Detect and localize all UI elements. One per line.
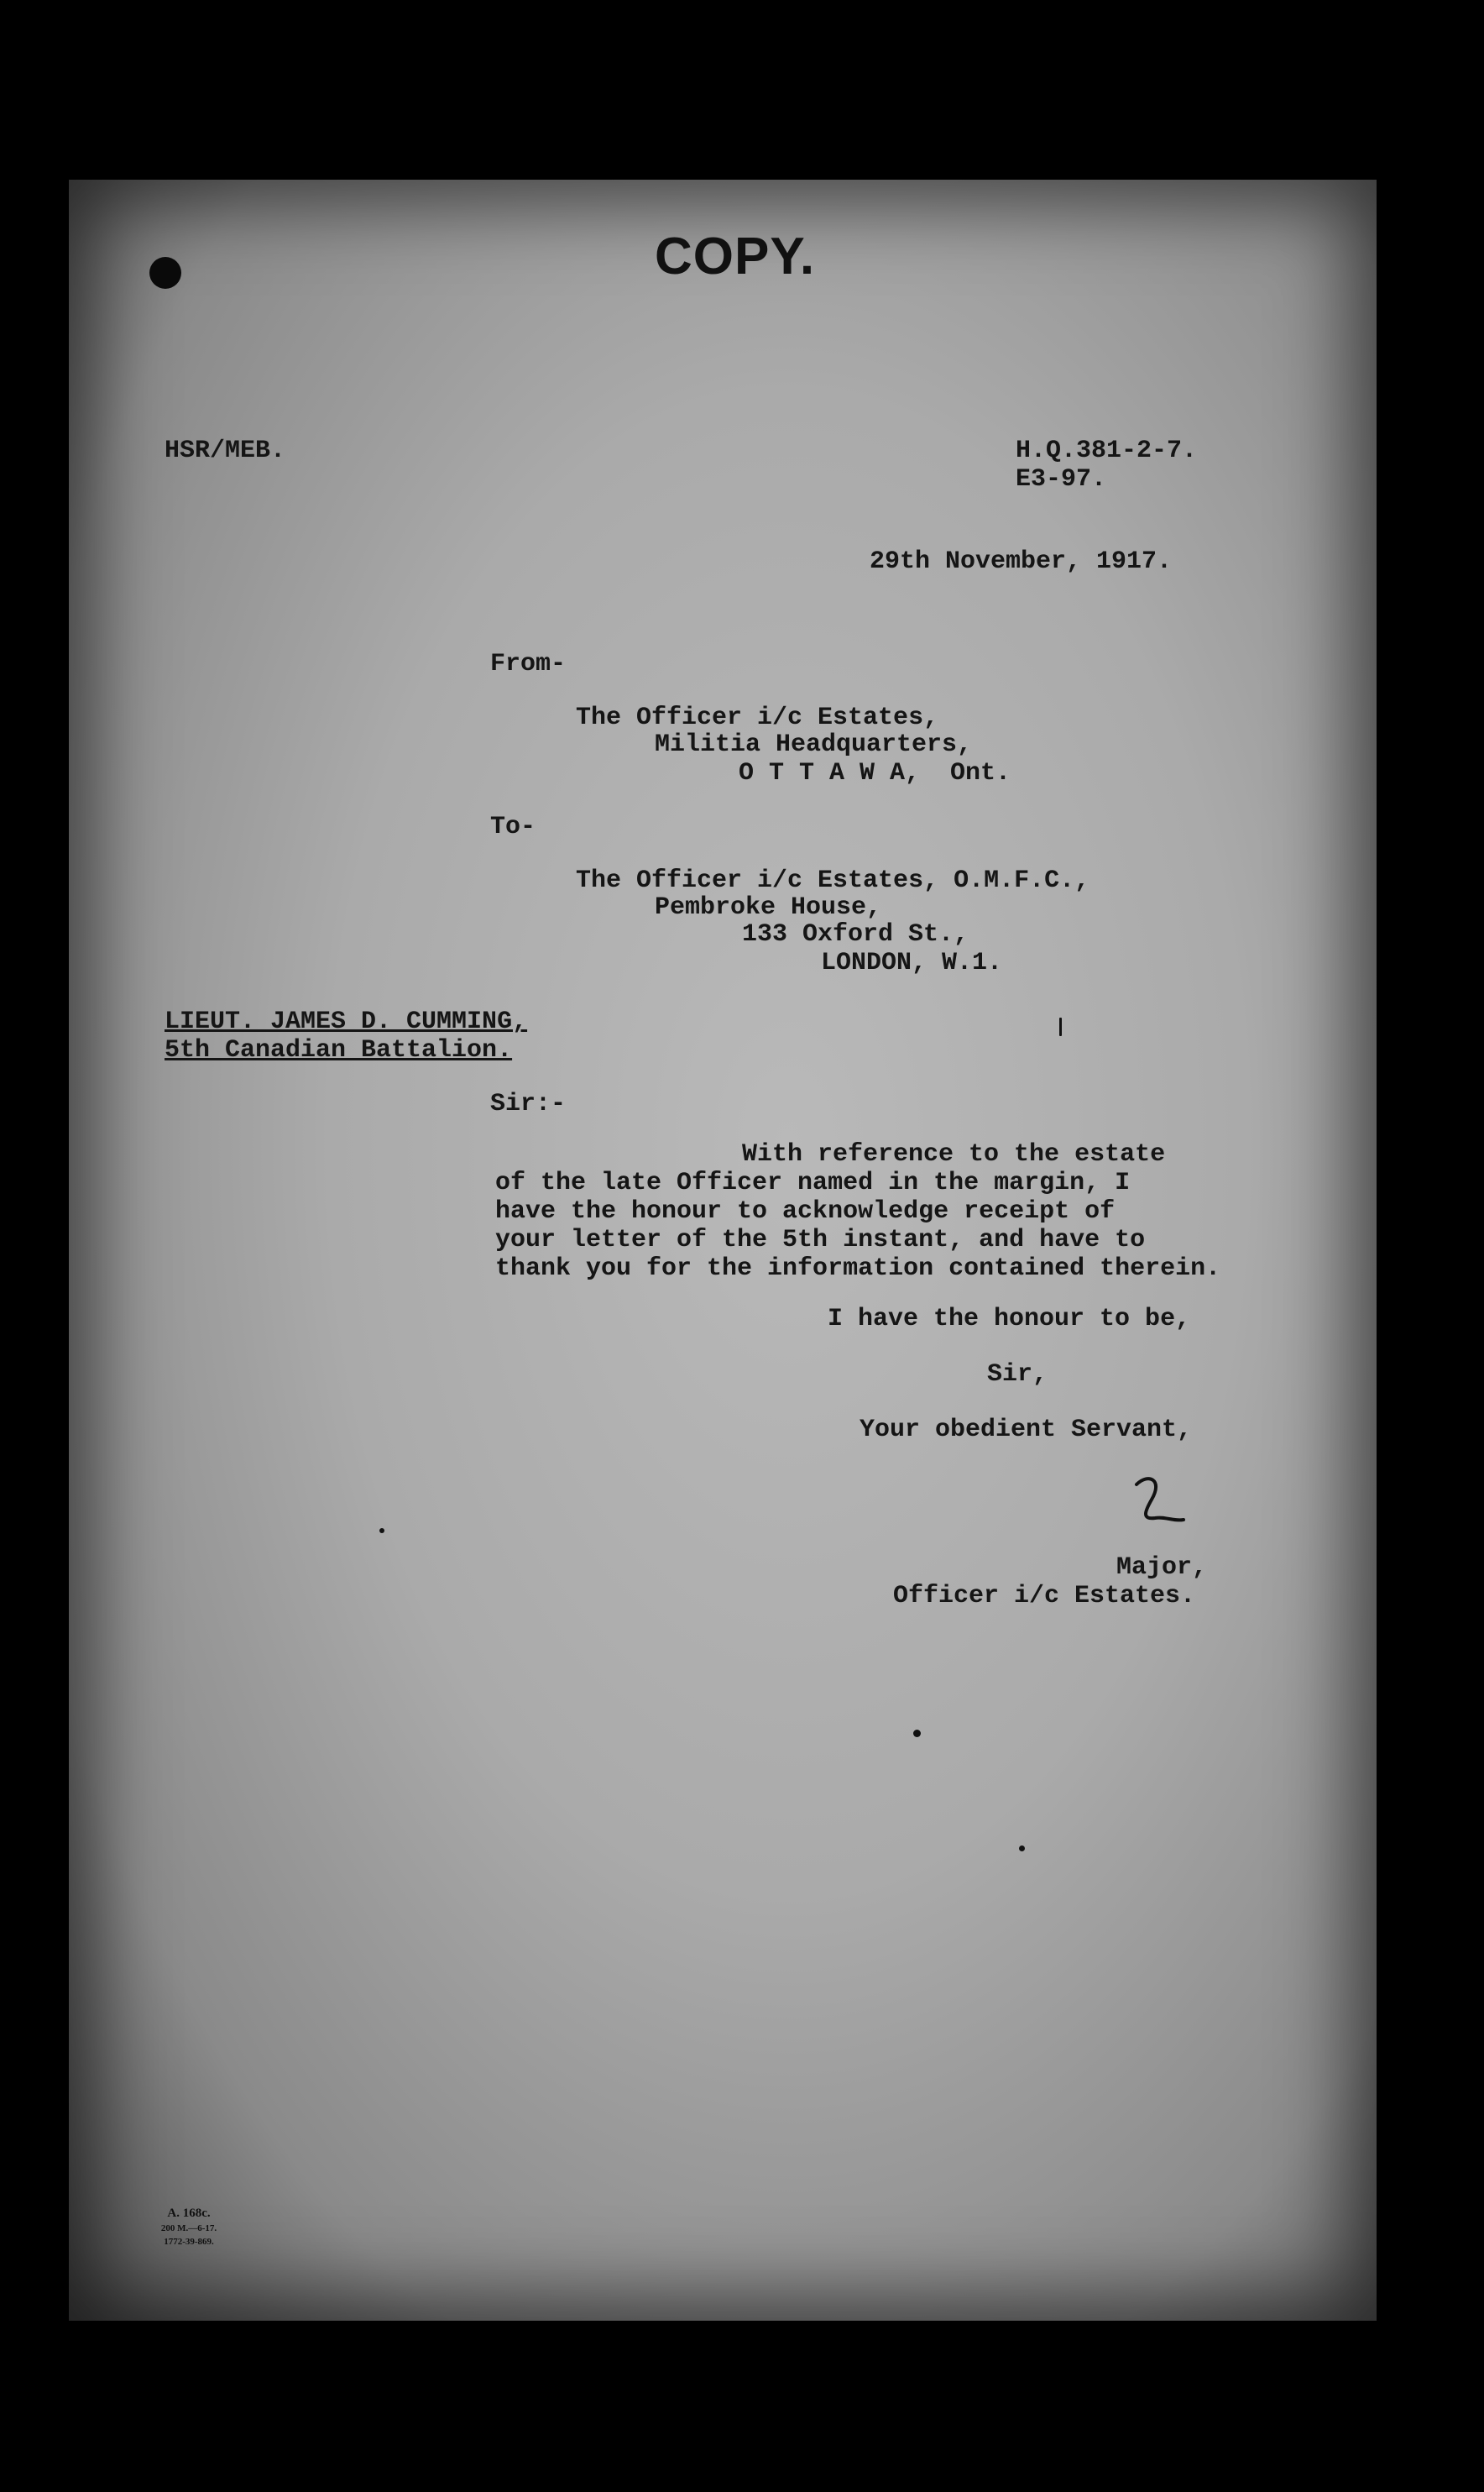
- signatory-title: Officer i/c Estates.: [893, 1582, 1196, 1610]
- signatory-rank: Major,: [1116, 1553, 1208, 1582]
- body-line: of the late Officer named in the margin, I: [495, 1169, 1131, 1197]
- to-line: LONDON, W.1.: [821, 949, 1003, 977]
- subject-unit: 5th Canadian Battalion.: [165, 1036, 513, 1065]
- body-line: With reference to the estate: [742, 1140, 1166, 1169]
- form-code-line: 200 M.—6-17.: [160, 2223, 217, 2233]
- closing-line: Sir,: [987, 1360, 1048, 1389]
- subject-name: LIEUT. JAMES D. CUMMING,: [165, 1008, 528, 1036]
- handwritten-signature: [1130, 1471, 1190, 1531]
- from-line: Militia Headquarters,: [655, 730, 973, 759]
- closing-line: Your obedient Servant,: [860, 1416, 1193, 1444]
- to-label: To-: [490, 813, 536, 841]
- punch-hole: [149, 257, 181, 289]
- from-line: O T T A W A, Ont.: [739, 759, 1011, 788]
- salutation: Sir:-: [490, 1090, 567, 1118]
- to-line: 133 Oxford St.,: [742, 920, 969, 949]
- body-line: have the honour to acknowledge receipt of: [495, 1197, 1116, 1226]
- body-line: your letter of the 5th instant, and have to: [495, 1226, 1146, 1254]
- from-label: From-: [490, 650, 567, 678]
- form-code-line: 1772-39-869.: [164, 2237, 214, 2247]
- ink-speck: [379, 1528, 384, 1533]
- from-line: The Officer i/c Estates,: [576, 704, 939, 732]
- ink-speck: [1019, 1845, 1025, 1851]
- to-line: The Officer i/c Estates, O.M.F.C.,: [576, 866, 1090, 895]
- ink-mark: [1059, 1018, 1062, 1036]
- body-line: thank you for the information contained therein.: [495, 1254, 1221, 1283]
- reference-right-line-1: H.Q.381-2-7.: [1016, 437, 1198, 465]
- to-line: Pembroke House,: [655, 893, 882, 922]
- reference-left: HSR/MEB.: [165, 437, 286, 465]
- document-heading: COPY.: [655, 228, 816, 285]
- form-code-line: A. 168c.: [167, 2207, 211, 2220]
- closing-line: I have the honour to be,: [828, 1305, 1191, 1333]
- letter-date: 29th November, 1917.: [870, 547, 1173, 576]
- reference-right-line-2: E3-97.: [1016, 465, 1107, 494]
- ink-speck: [913, 1730, 921, 1737]
